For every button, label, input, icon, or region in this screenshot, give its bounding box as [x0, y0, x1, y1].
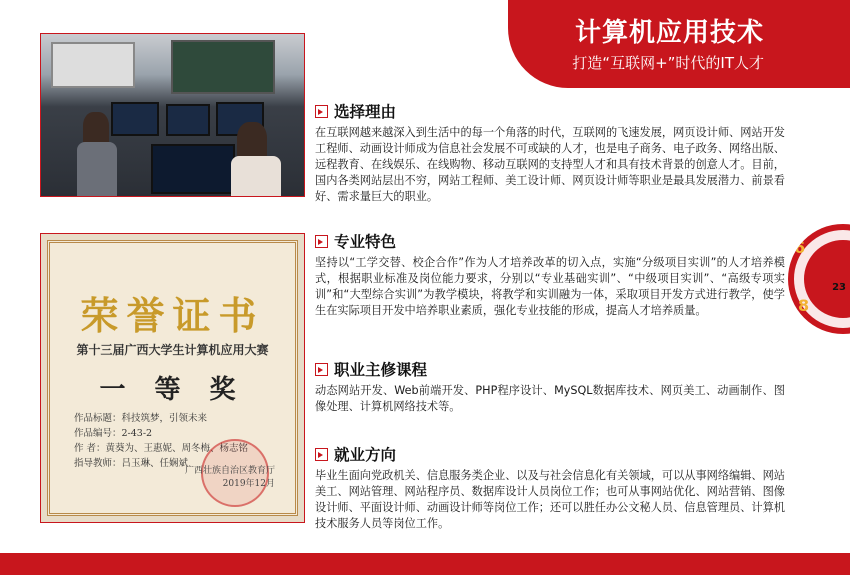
certificate-event: 第十三届广西大学生计算机应用大赛 — [76, 343, 269, 357]
photo-monitor — [151, 144, 235, 194]
bullet-arrow-icon — [315, 105, 328, 118]
section-features — [315, 230, 785, 319]
photo-person — [83, 112, 109, 146]
photo-person — [231, 156, 281, 197]
section-body: 毕业生面向党政机关、信息服务类企业、以及与社会信息化有关领域，可以从事网络编辑、网站美工、网站管理、网站程序员、数据库设计人员岗位工作；也可从事网站优化、网站营销、图像设计师、平面设计师、动画设计师等岗位工作；还可以胜任办公文秘人员、信息管理员、计算机技术服务人员等岗位工作。 — [315, 469, 785, 530]
page-subtitle: 打造“互联网+”时代的IT人才 — [572, 54, 764, 72]
certificate-date: 2019年12月 — [222, 479, 275, 489]
decorative-number-icon: 8 — [798, 296, 810, 315]
certificate-detail-line: 作品标题：科技筑梦，引领未来 — [74, 413, 208, 424]
section-header — [315, 443, 785, 465]
classroom-photo — [40, 33, 305, 197]
page-tab-decoration — [788, 224, 850, 334]
section-body: 在互联网越来越深入到生活中的每一个角落的时代，互联网的飞速发展，网页设计师、网站开发工程师、动画设计师成为信息社会发展不可或缺的人才，也是电子商务、电子政务、网络出版、远程教育、在线娱乐、在线购物、移动互联网的支持型人才和具有技术背景的创意人才。目前，国内各类网站层出不穷，网站工程师、美工设计师、网页设计师等职业是最具发展潜力、前景看好、需求量巨大的职业。 — [315, 126, 785, 203]
bullet-arrow-icon — [315, 448, 328, 461]
certificate-award: 一 等 奖 — [99, 375, 246, 405]
section-title: 职业主修课程 — [334, 361, 428, 379]
section-body: 坚持以“工学交替、校企合作”作为人才培养改革的切入点，实施“分级项目实训”的人才培养模式，根据职业标准及岗位能力要求，分别以“专业基础实训”、“中级项目实训”、“高级专项实训”和“大型综合实训”为教学模块，将教学和实训融为一体，采取项目开发方式进行教学，使学生在实际项目开发中培养职业素质，强化专业技能的形成，提高人才培养质量。 — [315, 256, 785, 317]
certificate-detail-line: 作品编号：2-43-2 — [74, 428, 153, 439]
section-body: 动态网站开发、Web前端开发、PHP程序设计、MySQL数据库技术、网页美工、动画制作、图像处理、计算机网络技术等。 — [315, 384, 785, 413]
section-title: 专业特色 — [334, 233, 397, 251]
photo-monitor — [166, 104, 210, 136]
decorative-number-icon: 6 — [794, 238, 806, 257]
photo-board-left — [51, 42, 135, 88]
certificate-detail-line: 指导教师：吕玉琳、任娴斌 — [74, 458, 189, 469]
certificate-detail-line: 作 者：黄葵为、王惠妮、周冬梅、杨志铭 — [74, 443, 249, 454]
photo-board-right — [171, 40, 275, 94]
section-reason — [315, 100, 785, 205]
section-header — [315, 358, 785, 380]
bullet-arrow-icon — [315, 235, 328, 248]
section-header — [315, 100, 785, 122]
bullet-arrow-icon — [315, 363, 328, 376]
section-title: 选择理由 — [334, 103, 397, 121]
page-number: 23 — [832, 282, 846, 293]
section-courses — [315, 358, 785, 415]
photo-monitor — [111, 102, 159, 136]
header-banner — [508, 0, 850, 88]
certificate-title: 荣誉证书 — [80, 293, 265, 338]
section-header — [315, 230, 785, 252]
page-title: 计算机应用技术 — [574, 18, 764, 48]
certificate-photo — [40, 233, 305, 523]
photo-person — [77, 142, 117, 196]
section-title: 就业方向 — [334, 446, 397, 464]
footer-bar — [0, 553, 850, 575]
certificate-border — [47, 240, 298, 516]
certificate-issuer — [185, 465, 275, 491]
certificate-issuer-name: 广西壮族自治区教育厅 — [184, 466, 275, 476]
section-careers — [315, 443, 785, 532]
